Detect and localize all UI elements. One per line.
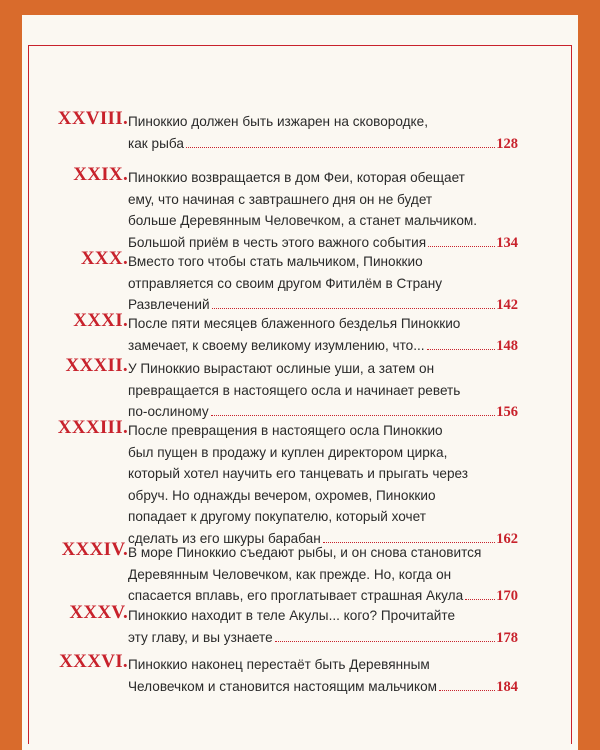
dot-leader: [428, 246, 495, 247]
chapter-title-last-line: [128, 676, 518, 699]
dot-leader: [427, 349, 496, 350]
chapter-title: [128, 251, 518, 317]
chapter-numeral: XXXI.: [73, 310, 128, 331]
page-number: 184: [496, 678, 518, 695]
chapter-title-line: по-ослиному: [128, 404, 209, 419]
dot-leader: [465, 599, 495, 600]
table-of-contents: [22, 15, 578, 750]
page-number: 170: [496, 588, 518, 604]
dot-leader: [439, 690, 495, 691]
chapter-title-line: В море Пиноккио съедают рыбы, и он снова становится: [128, 545, 482, 560]
page-number: 128: [496, 135, 518, 152]
chapter-title-line: обруч. Но однажды вечером, охромев, Пиноккио: [128, 487, 436, 503]
dot-leader: [186, 147, 495, 148]
chapter-numeral: XXXV.: [69, 602, 128, 623]
page-number: 142: [496, 297, 518, 313]
chapter-title: [128, 167, 518, 254]
chapter-title: [128, 542, 518, 608]
chapter-title-last-line: [128, 133, 518, 156]
page-number: 162: [496, 530, 518, 547]
chapter-title-last-line: [128, 627, 518, 650]
chapter-title-line: отправляется со своим другом Фитилём в Страну: [128, 275, 443, 291]
chapter-numeral: XXX.: [80, 248, 128, 269]
chapter-title-line: как рыба: [128, 135, 184, 151]
chapter-title-line: замечает, к своему великому изумлению, что...: [128, 337, 425, 353]
chapter-title-last-line: [128, 335, 518, 358]
page-number: 178: [496, 629, 518, 646]
chapter-title-line: Пиноккио находит в теле Акулы... кого? Прочитайте: [128, 608, 456, 623]
chapter-title-line: Деревянным Человечком, как прежде. Но, когда он: [128, 566, 452, 582]
page-number: 156: [496, 404, 518, 420]
chapter-title-line: После пяти месяцев блаженного безделья Пиноккио: [128, 316, 461, 331]
chapter-title-line: эту главу, и вы узнаете: [128, 629, 273, 645]
book-page: [22, 15, 578, 750]
chapter-title-line: Пиноккио возвращается в дом Феи, которая обещает: [128, 170, 465, 185]
chapter-numeral: XXVIII.: [57, 108, 128, 129]
page-number: 134: [496, 234, 518, 251]
chapter-title: [128, 358, 518, 424]
chapter-title-line: ему, что начиная с завтрашнего дня он не будет: [128, 191, 433, 207]
dot-leader: [275, 641, 496, 642]
chapter-title-line: Пиноккио должен быть изжарен на сковородке,: [128, 114, 428, 129]
chapter-title-line: Пиноккио наконец перестаёт быть Деревянным: [128, 657, 430, 672]
chapter-title-line: После превращения в настоящего осла Пиноккио: [128, 423, 443, 438]
chapter-numeral: XXXVI.: [59, 651, 128, 672]
chapter-title-line: сделать из его шкуры барабан: [128, 530, 321, 546]
chapter-title-line: спасается вплавь, его проглатывает страшная Акула: [128, 588, 464, 603]
page-number: 148: [496, 337, 518, 354]
dot-leader: [211, 415, 496, 416]
chapter-title-line: Человечком и становится настоящим мальчиком: [128, 678, 437, 694]
chapter-numeral: XXXII.: [65, 355, 128, 376]
chapter-title: [128, 313, 518, 357]
chapter-title-line: больше Деревянным Человечком, а станет мальчиком.: [128, 213, 478, 228]
chapter-numeral: XXXIV.: [61, 539, 128, 560]
chapter-title: [128, 111, 518, 155]
chapter-numeral: XXIX.: [73, 164, 128, 185]
chapter-title: [128, 420, 518, 550]
chapter-title-line: был пущен в продажу и куплен директором цирка,: [128, 444, 448, 460]
chapter-title-line: превращается в настоящего осла и начинает реветь: [128, 382, 461, 398]
chapter-title-line: У Пиноккио вырастают ослиные уши, а затем он: [128, 361, 435, 376]
dot-leader: [212, 308, 496, 309]
chapter-title: [128, 605, 518, 649]
chapter-title: [128, 654, 518, 698]
chapter-title-line: Развлечений: [128, 297, 210, 312]
chapter-numeral: XXXIII.: [57, 417, 128, 438]
chapter-title-line: Вместо того чтобы стать мальчиком, Пиноккио: [128, 254, 423, 269]
chapter-title-line: который хотел научить его танцевать и прыгать через: [128, 466, 469, 481]
chapter-title-line: Большой приём в честь этого важного события: [128, 234, 427, 250]
chapter-title-line: попадает к другому покупателю, который хочет: [128, 509, 426, 524]
